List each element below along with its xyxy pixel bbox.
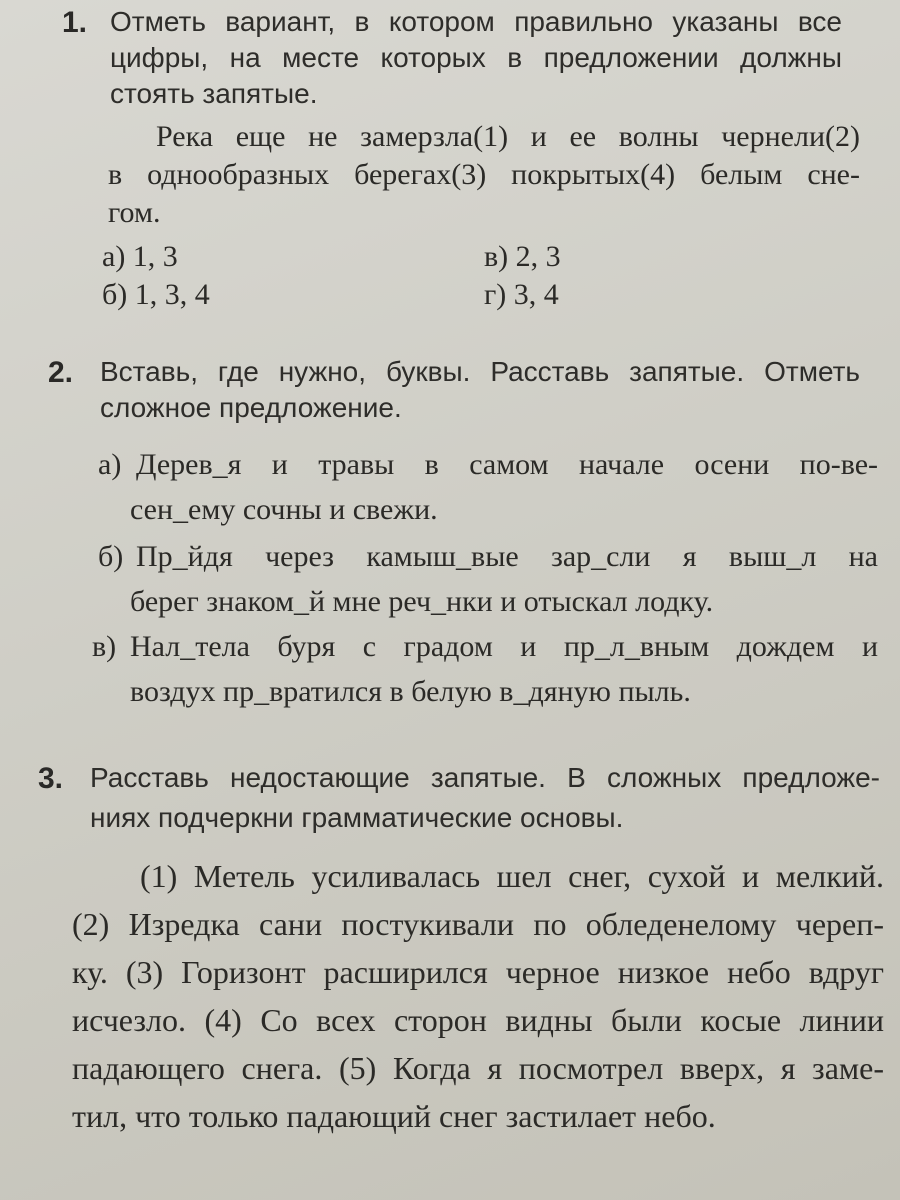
item-line: Дерев_я и травы в самом начале осени по-ве- (136, 448, 878, 481)
item-marker: б) (98, 540, 124, 573)
sentence-line: гом. (108, 196, 161, 229)
task-sentence (108, 118, 860, 232)
item-marker: в) (92, 630, 117, 663)
task-number: 1. (62, 6, 88, 39)
task-instruction (90, 758, 880, 838)
answer-option-g[interactable]: г) 3, 4 (484, 278, 559, 311)
instruction-line: ниях подчеркни грамматические основы. (90, 802, 624, 833)
exercise-item-v[interactable] (92, 624, 878, 714)
text-line: исчезло. (4) Со всех сторон видны были косые линии (72, 1002, 884, 1038)
text-line: падающего снега. (5) Когда я посмотрел вверх, я заме- (72, 1050, 884, 1086)
task-number: 3. (38, 762, 64, 795)
exercise-item-b[interactable] (98, 534, 878, 624)
sentence-line: в однообразных берегах(3) покрытых(4) белым сне- (108, 158, 860, 191)
text-line: тил, что только падающий снег застилает небо. (72, 1098, 716, 1134)
answer-option-v[interactable]: в) 2, 3 (484, 240, 561, 273)
task-instruction: Вставь, где нужно, буквы. Расставь запятые. Отметь сложное предложение. (100, 356, 860, 423)
task-text (72, 852, 884, 1140)
item-line: воздух пр_вратился в белую в_дяную пыль. (130, 675, 691, 708)
item-line: Нал_тела буря с градом и пр_л_вным дождем и (130, 630, 878, 663)
item-line: берег знаком_й мне реч_нки и отыскал лодку. (130, 585, 714, 618)
item-line: Пр_йдя через камыш_вые зар_сли я выш_л на (136, 540, 878, 573)
exercise-item-a[interactable] (98, 442, 878, 532)
answer-option-b[interactable]: б) 1, 3, 4 (102, 278, 210, 311)
item-marker: а) (98, 448, 122, 481)
answer-option-a[interactable]: а) 1, 3 (102, 240, 178, 273)
task-instruction: Отметь вариант, в котором правильно указаны все цифры, на месте которых в предложении должны стоять запятые. (110, 6, 842, 109)
instruction-line: Расставь недостающие запятые. В сложных предложе- (90, 762, 880, 793)
text-line: (2) Изредка сани постукивали по обледенелому череп- (72, 906, 884, 942)
sentence-line: Река еще не замерзла(1) и ее волны чернели(2) (156, 120, 860, 153)
task-number: 2. (48, 356, 74, 389)
text-line: ку. (3) Горизонт расширился черное низкое небо вдруг (72, 954, 884, 990)
item-line: сен_ему сочны и свежи. (130, 493, 438, 526)
text-line: (1) Метель усиливалась шел снег, сухой и мелкий. (140, 858, 884, 894)
